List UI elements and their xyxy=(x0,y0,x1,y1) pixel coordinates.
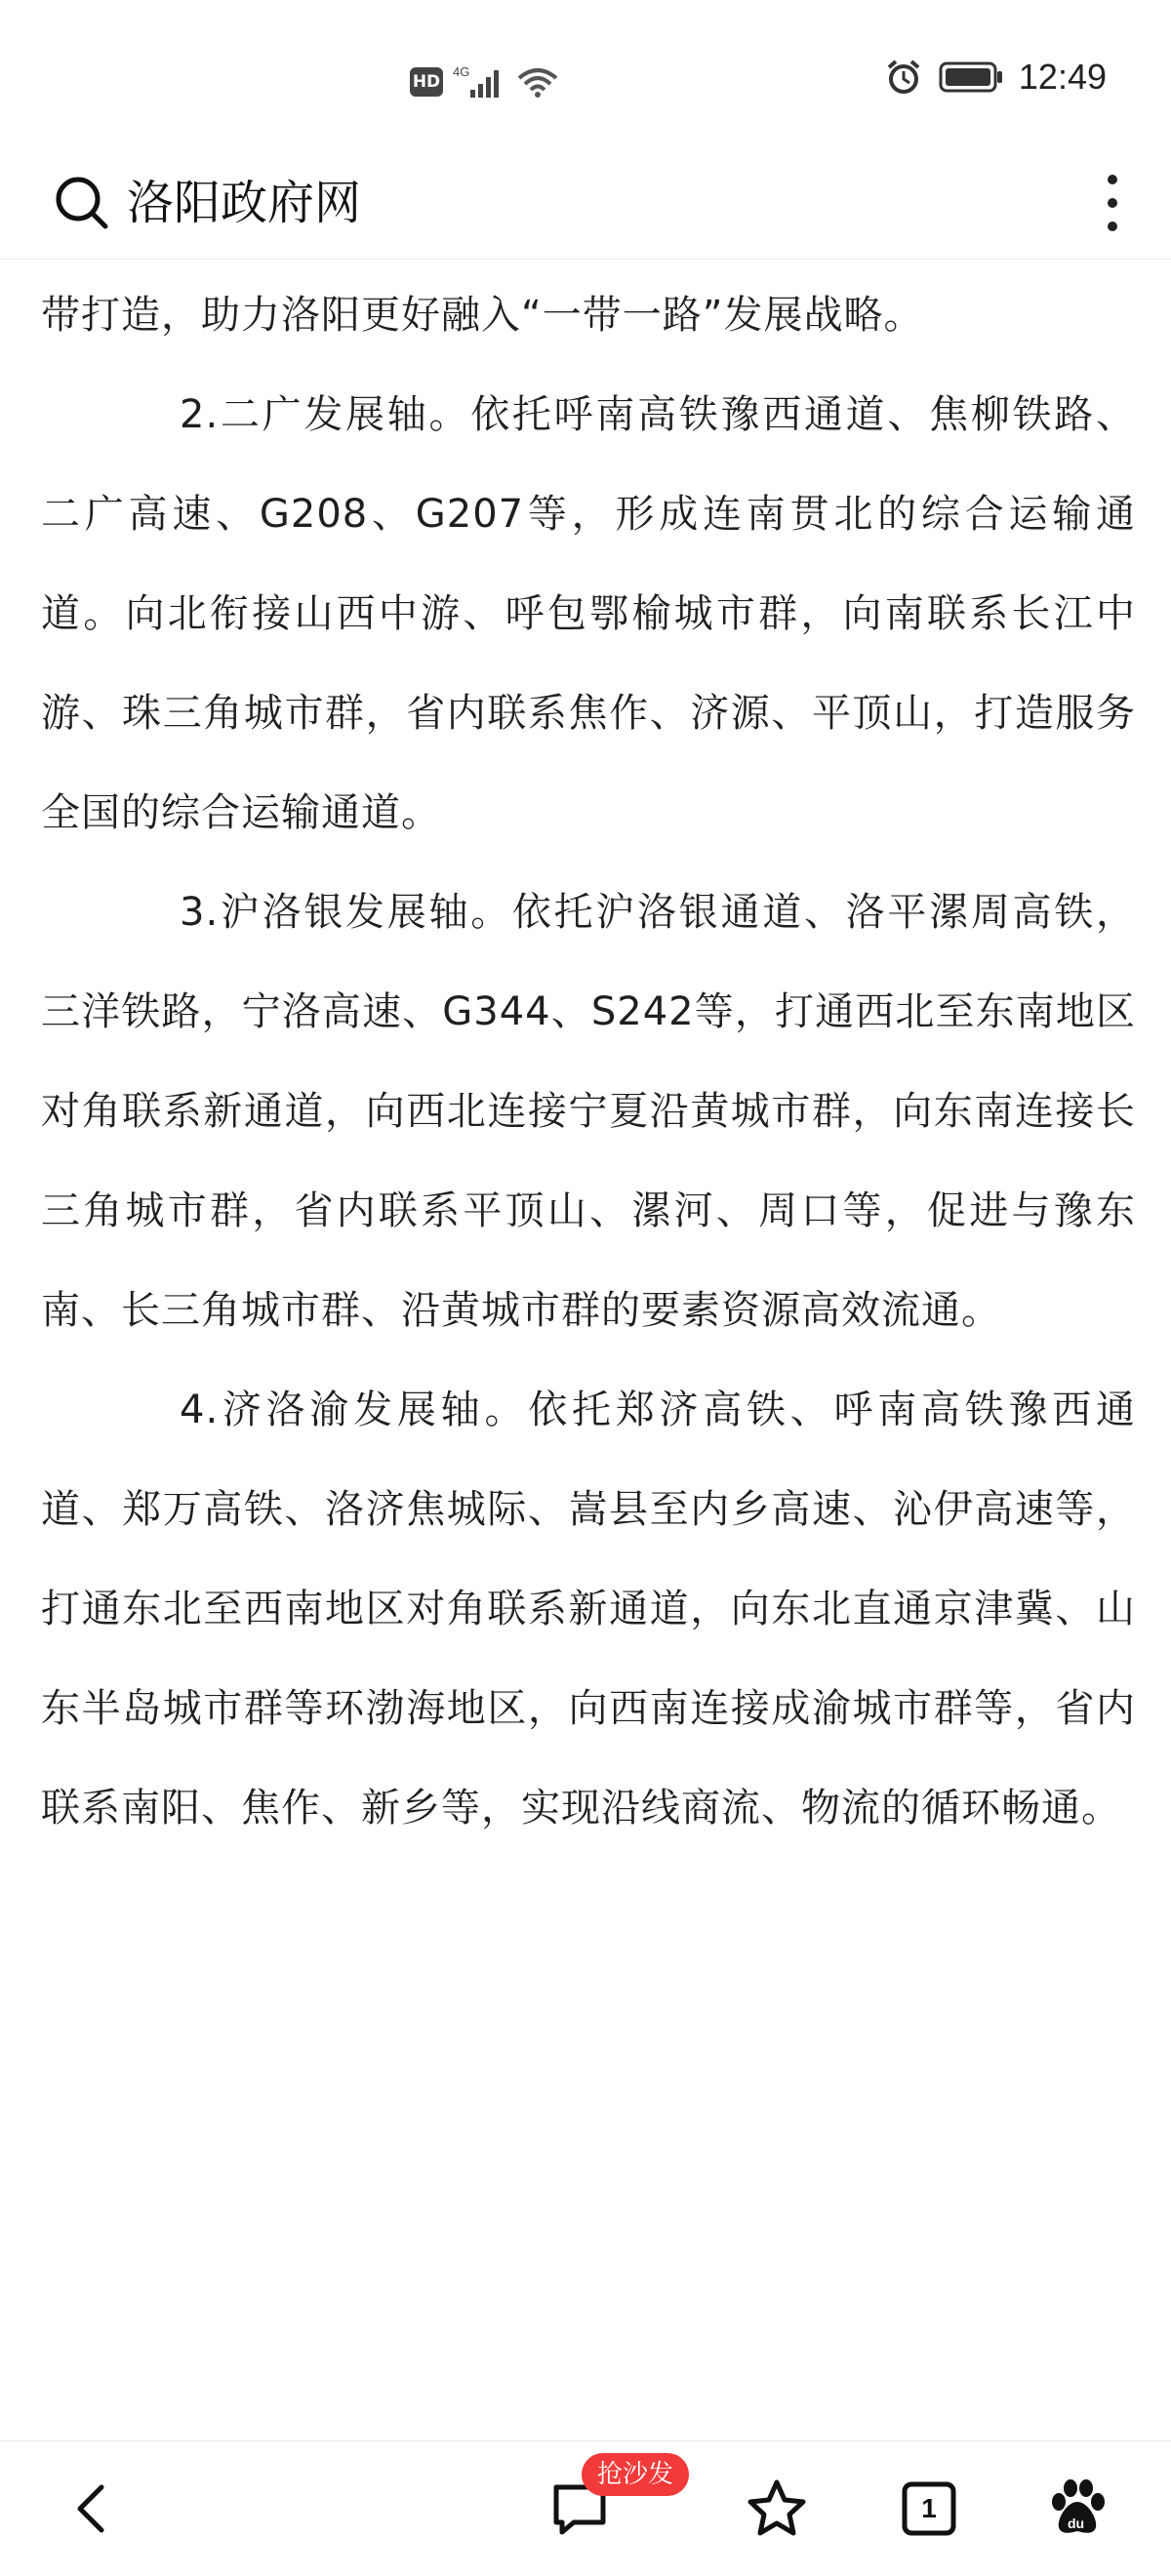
clock-time: 12:49 xyxy=(1018,57,1107,97)
article-paragraph-1: 带打造，助力洛阳更好融入“一带一路”发展战略。 xyxy=(41,293,924,338)
svg-text:du: du xyxy=(1068,2516,1085,2531)
article-paragraph-4: 4.济洛渝发展轴。依托郑济高铁、呼南高铁豫西通道、郑万高铁、洛济焦城际、嵩县至内乡高速、沁伊高速等，打通东北至西南地区对角联系新通道，向东北直通京津冀、山东半岛城市群等环渤海地区，向西南连接成渝城市群等，省内联系南阳、焦作、新乡等，实现沿线商流、物流的循环畅通。 xyxy=(41,1388,1136,1831)
alarm-icon xyxy=(884,58,923,97)
star-icon xyxy=(745,2476,809,2541)
wifi-icon xyxy=(515,64,560,100)
baidu-paw-icon xyxy=(1045,2476,1110,2541)
battery-icon xyxy=(939,60,1003,94)
status-right xyxy=(884,57,1107,98)
signal-icon xyxy=(453,64,505,100)
bookmark-button[interactable] xyxy=(718,2441,835,2576)
comment-badge[interactable]: 抢沙发 xyxy=(582,2453,689,2496)
more-vertical-icon[interactable] xyxy=(1093,168,1132,238)
hd-icon: HD xyxy=(410,67,443,97)
bottom-nav xyxy=(0,2440,1171,2576)
tabs-icon xyxy=(900,2479,958,2538)
baidu-button[interactable] xyxy=(1019,2441,1136,2576)
back-button[interactable] xyxy=(35,2441,152,2576)
status-bar xyxy=(0,0,1171,146)
article-body xyxy=(41,260,1136,1858)
network-type-label: 4G xyxy=(453,64,470,79)
back-icon xyxy=(64,2479,123,2538)
status-center xyxy=(410,64,560,100)
tab-count: 1 xyxy=(921,2493,937,2523)
article-paragraph-2: 2.二广发展轴。依托呼南高铁豫西通道、焦柳铁路、二广高速、G208、G207等，形成连南贯北的综合运输通道。向北衔接山西中游、呼包鄂榆城市群，向南联系长江中游、珠三角城市群，省内联系焦作、济源、平顶山，打造服务全国的综合运输通道。 xyxy=(41,392,1136,835)
tabs-button[interactable] xyxy=(870,2441,988,2576)
search-icon[interactable] xyxy=(51,172,113,234)
article-content[interactable] xyxy=(0,260,1171,2440)
article-paragraph-3: 3.沪洛银发展轴。依托沪洛银通道、洛平漯周高铁，三洋铁路，宁洛高速、G344、S242等，打通西北至东南地区对角联系新通道，向西北连接宁夏沿黄城市群，向东南连接长三角城市群，省内联系平顶山、漯河、周口等，促进与豫东南、长三角城市群、沿黄城市群的要素资源高效流通。 xyxy=(41,890,1136,1333)
address-bar[interactable] xyxy=(0,146,1171,260)
site-title[interactable]: 洛阳政府网 xyxy=(127,176,362,230)
